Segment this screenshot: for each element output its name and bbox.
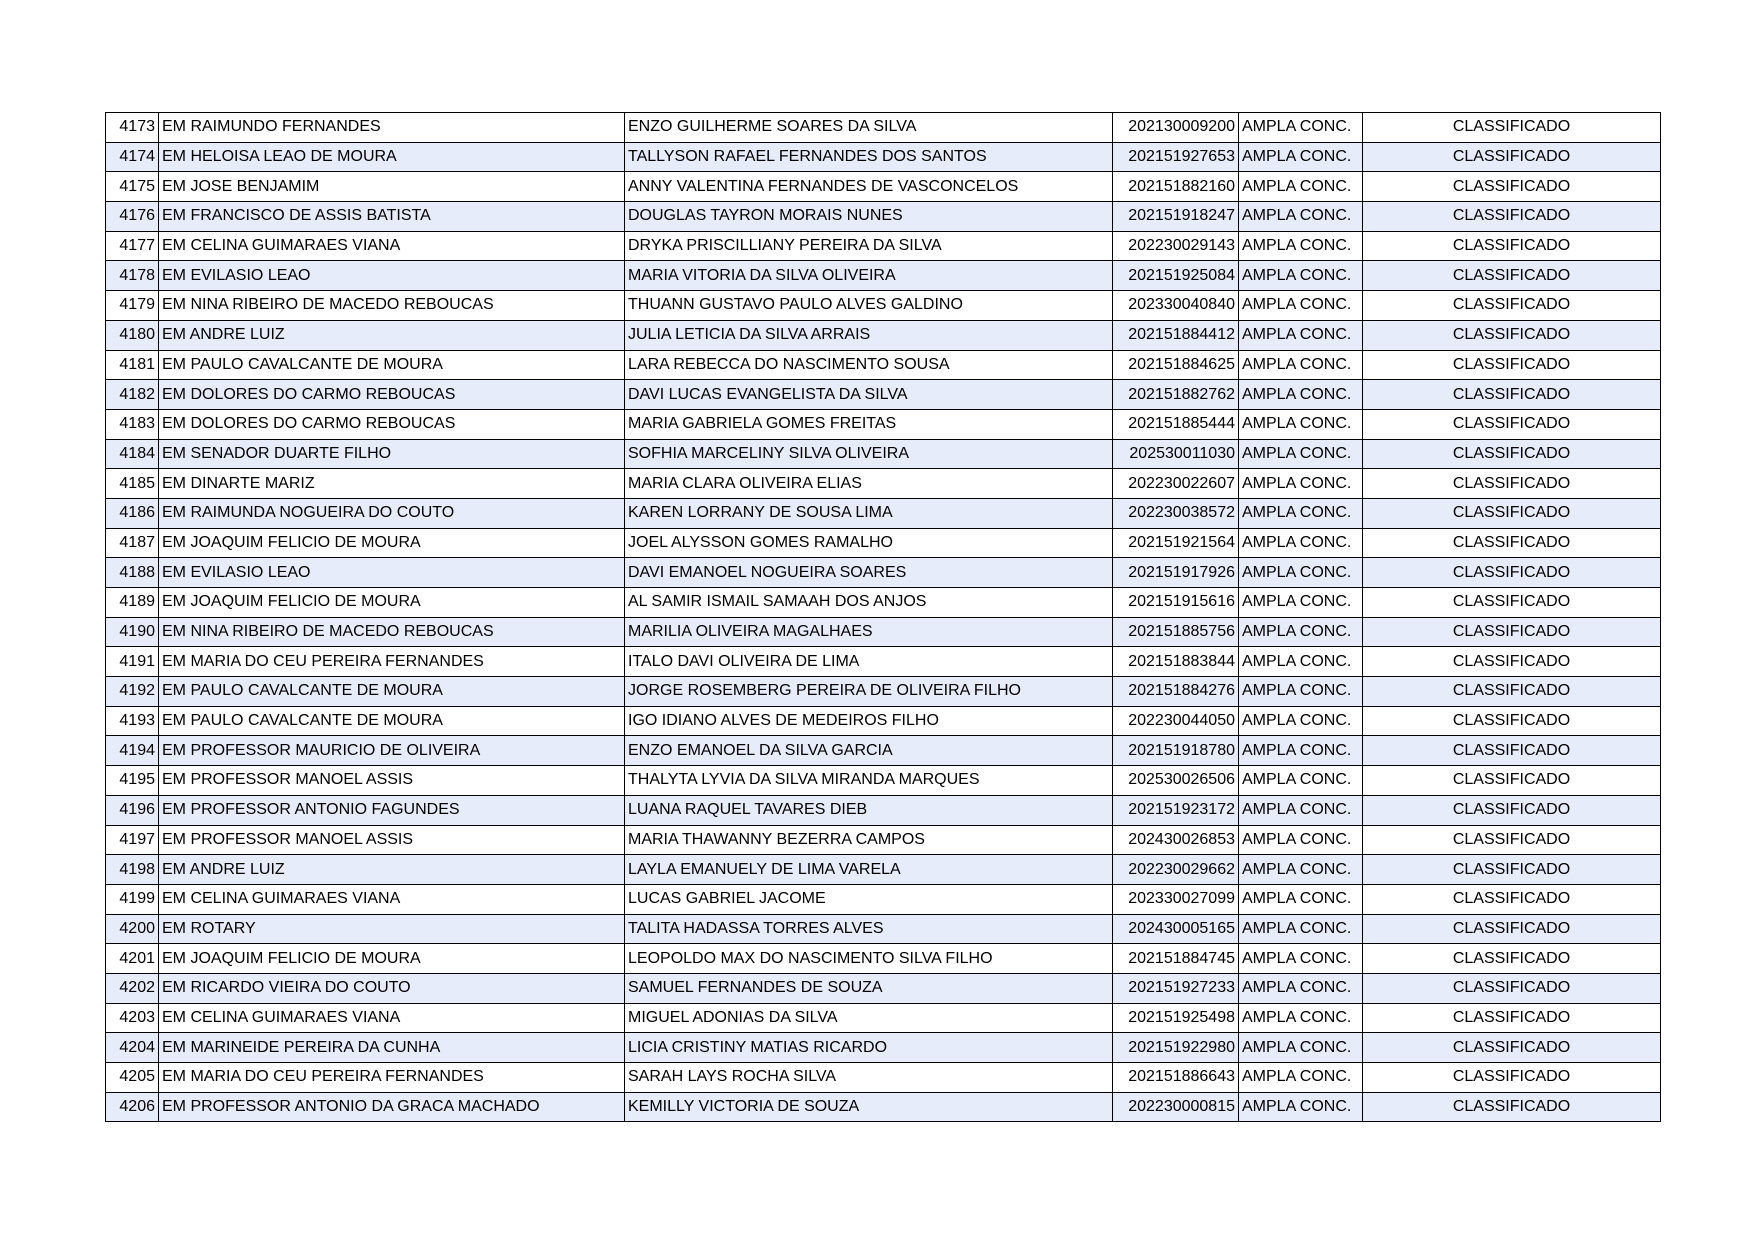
registration-code: 202230044050	[1113, 706, 1239, 736]
status: CLASSIFICADO	[1363, 439, 1661, 469]
school-name: EM CELINA GUIMARAES VIANA	[159, 1003, 625, 1033]
row-number: 4195	[106, 766, 159, 796]
table-row	[106, 291, 1661, 321]
table-row	[106, 1003, 1661, 1033]
row-number: 4194	[106, 736, 159, 766]
registration-code: 202430005165	[1113, 914, 1239, 944]
registration-code: 202230038572	[1113, 498, 1239, 528]
row-number: 4189	[106, 588, 159, 618]
school-name: EM FRANCISCO DE ASSIS BATISTA	[159, 202, 625, 232]
quota-type: AMPLA CONC.	[1239, 647, 1363, 677]
status: CLASSIFICADO	[1363, 706, 1661, 736]
status: CLASSIFICADO	[1363, 588, 1661, 618]
student-name: LEOPOLDO MAX DO NASCIMENTO SILVA FILHO	[625, 944, 1113, 974]
status: CLASSIFICADO	[1363, 617, 1661, 647]
status: CLASSIFICADO	[1363, 914, 1661, 944]
student-name: THALYTA LYVIA DA SILVA MIRANDA MARQUES	[625, 766, 1113, 796]
table-row	[106, 439, 1661, 469]
row-number: 4197	[106, 825, 159, 855]
status: CLASSIFICADO	[1363, 558, 1661, 588]
school-name: EM EVILASIO LEAO	[159, 558, 625, 588]
school-name: EM PAULO CAVALCANTE DE MOURA	[159, 350, 625, 380]
quota-type: AMPLA CONC.	[1239, 617, 1363, 647]
student-name: JOEL ALYSSON GOMES RAMALHO	[625, 528, 1113, 558]
table-row	[106, 706, 1661, 736]
school-name: EM RICARDO VIEIRA DO COUTO	[159, 973, 625, 1003]
student-name: LUCAS GABRIEL JACOME	[625, 884, 1113, 914]
student-name: KAREN LORRANY DE SOUSA LIMA	[625, 498, 1113, 528]
status: CLASSIFICADO	[1363, 766, 1661, 796]
status: CLASSIFICADO	[1363, 291, 1661, 321]
student-name: LICIA CRISTINY MATIAS RICARDO	[625, 1033, 1113, 1063]
status: CLASSIFICADO	[1363, 350, 1661, 380]
status: CLASSIFICADO	[1363, 202, 1661, 232]
row-number: 4196	[106, 795, 159, 825]
quota-type: AMPLA CONC.	[1239, 409, 1363, 439]
status: CLASSIFICADO	[1363, 231, 1661, 261]
school-name: EM PROFESSOR MAURICIO DE OLIVEIRA	[159, 736, 625, 766]
quota-type: AMPLA CONC.	[1239, 825, 1363, 855]
school-name: EM DINARTE MARIZ	[159, 469, 625, 499]
quota-type: AMPLA CONC.	[1239, 558, 1363, 588]
quota-type: AMPLA CONC.	[1239, 677, 1363, 707]
school-name: EM HELOISA LEAO DE MOURA	[159, 142, 625, 172]
registration-code: 202151882160	[1113, 172, 1239, 202]
registration-code: 202151927233	[1113, 973, 1239, 1003]
quota-type: AMPLA CONC.	[1239, 944, 1363, 974]
quota-type: AMPLA CONC.	[1239, 914, 1363, 944]
row-number: 4183	[106, 409, 159, 439]
registration-code: 202151884745	[1113, 944, 1239, 974]
school-name: EM CELINA GUIMARAES VIANA	[159, 231, 625, 261]
status: CLASSIFICADO	[1363, 409, 1661, 439]
row-number: 4175	[106, 172, 159, 202]
student-name: MARIA GABRIELA GOMES FREITAS	[625, 409, 1113, 439]
row-number: 4178	[106, 261, 159, 291]
school-name: EM DOLORES DO CARMO REBOUCAS	[159, 409, 625, 439]
quota-type: AMPLA CONC.	[1239, 231, 1363, 261]
registration-code: 202151925084	[1113, 261, 1239, 291]
registration-code: 202151923172	[1113, 795, 1239, 825]
quota-type: AMPLA CONC.	[1239, 498, 1363, 528]
table-row	[106, 202, 1661, 232]
student-name: ITALO DAVI OLIVEIRA DE LIMA	[625, 647, 1113, 677]
student-name: LUANA RAQUEL TAVARES DIEB	[625, 795, 1113, 825]
quota-type: AMPLA CONC.	[1239, 261, 1363, 291]
school-name: EM PROFESSOR ANTONIO FAGUNDES	[159, 795, 625, 825]
student-name: ENZO EMANOEL DA SILVA GARCIA	[625, 736, 1113, 766]
school-name: EM JOAQUIM FELICIO DE MOURA	[159, 944, 625, 974]
registration-code: 202330027099	[1113, 884, 1239, 914]
student-name: DOUGLAS TAYRON MORAIS NUNES	[625, 202, 1113, 232]
table-row	[106, 350, 1661, 380]
row-number: 4206	[106, 1092, 159, 1122]
row-number: 4198	[106, 855, 159, 885]
quota-type: AMPLA CONC.	[1239, 291, 1363, 321]
student-name: MIGUEL ADONIAS DA SILVA	[625, 1003, 1113, 1033]
registration-code: 202151925498	[1113, 1003, 1239, 1033]
table-row	[106, 884, 1661, 914]
student-name: DRYKA PRISCILLIANY PEREIRA DA SILVA	[625, 231, 1113, 261]
student-name: TALLYSON RAFAEL FERNANDES DOS SANTOS	[625, 142, 1113, 172]
student-name: LAYLA EMANUELY DE LIMA VARELA	[625, 855, 1113, 885]
status: CLASSIFICADO	[1363, 1063, 1661, 1093]
registration-code: 202151885444	[1113, 409, 1239, 439]
school-name: EM ROTARY	[159, 914, 625, 944]
table-row	[106, 498, 1661, 528]
status: CLASSIFICADO	[1363, 973, 1661, 1003]
school-name: EM NINA RIBEIRO DE MACEDO REBOUCAS	[159, 617, 625, 647]
quota-type: AMPLA CONC.	[1239, 380, 1363, 410]
row-number: 4193	[106, 706, 159, 736]
school-name: EM MARINEIDE PEREIRA DA CUNHA	[159, 1033, 625, 1063]
row-number: 4173	[106, 113, 159, 143]
registration-code: 202530026506	[1113, 766, 1239, 796]
table-row	[106, 320, 1661, 350]
table-row	[106, 855, 1661, 885]
row-number: 4192	[106, 677, 159, 707]
quota-type: AMPLA CONC.	[1239, 172, 1363, 202]
quota-type: AMPLA CONC.	[1239, 736, 1363, 766]
status: CLASSIFICADO	[1363, 795, 1661, 825]
table-row	[106, 528, 1661, 558]
registration-code: 202130009200	[1113, 113, 1239, 143]
status: CLASSIFICADO	[1363, 884, 1661, 914]
table-row	[106, 973, 1661, 1003]
school-name: EM CELINA GUIMARAES VIANA	[159, 884, 625, 914]
table-row	[106, 736, 1661, 766]
status: CLASSIFICADO	[1363, 647, 1661, 677]
school-name: EM JOSE BENJAMIM	[159, 172, 625, 202]
table-row	[106, 766, 1661, 796]
school-name: EM PAULO CAVALCANTE DE MOURA	[159, 677, 625, 707]
student-name: IGO IDIANO ALVES DE MEDEIROS FILHO	[625, 706, 1113, 736]
status: CLASSIFICADO	[1363, 380, 1661, 410]
student-name: ENZO GUILHERME SOARES DA SILVA	[625, 113, 1113, 143]
row-number: 4179	[106, 291, 159, 321]
row-number: 4205	[106, 1063, 159, 1093]
quota-type: AMPLA CONC.	[1239, 855, 1363, 885]
quota-type: AMPLA CONC.	[1239, 1063, 1363, 1093]
student-name: THUANN GUSTAVO PAULO ALVES GALDINO	[625, 291, 1113, 321]
registration-code: 202230029143	[1113, 231, 1239, 261]
school-name: EM ANDRE LUIZ	[159, 855, 625, 885]
school-name: EM PROFESSOR ANTONIO DA GRACA MACHADO	[159, 1092, 625, 1122]
quota-type: AMPLA CONC.	[1239, 1092, 1363, 1122]
table-row	[106, 1063, 1661, 1093]
student-name: AL SAMIR ISMAIL SAMAAH DOS ANJOS	[625, 588, 1113, 618]
status: CLASSIFICADO	[1363, 469, 1661, 499]
row-number: 4182	[106, 380, 159, 410]
quota-type: AMPLA CONC.	[1239, 350, 1363, 380]
quota-type: AMPLA CONC.	[1239, 766, 1363, 796]
registration-code: 202430026853	[1113, 825, 1239, 855]
quota-type: AMPLA CONC.	[1239, 320, 1363, 350]
status: CLASSIFICADO	[1363, 736, 1661, 766]
school-name: EM PROFESSOR MANOEL ASSIS	[159, 766, 625, 796]
quota-type: AMPLA CONC.	[1239, 142, 1363, 172]
student-name: MARILIA OLIVEIRA MAGALHAES	[625, 617, 1113, 647]
table-row	[106, 142, 1661, 172]
school-name: EM JOAQUIM FELICIO DE MOURA	[159, 588, 625, 618]
registration-code: 202151884276	[1113, 677, 1239, 707]
row-number: 4191	[106, 647, 159, 677]
quota-type: AMPLA CONC.	[1239, 588, 1363, 618]
table-row	[106, 914, 1661, 944]
row-number: 4185	[106, 469, 159, 499]
row-number: 4199	[106, 884, 159, 914]
student-name: DAVI LUCAS EVANGELISTA DA SILVA	[625, 380, 1113, 410]
table-row	[106, 795, 1661, 825]
school-name: EM MARIA DO CEU PEREIRA FERNANDES	[159, 1063, 625, 1093]
quota-type: AMPLA CONC.	[1239, 1033, 1363, 1063]
status: CLASSIFICADO	[1363, 261, 1661, 291]
row-number: 4202	[106, 973, 159, 1003]
school-name: EM RAIMUNDA NOGUEIRA DO COUTO	[159, 498, 625, 528]
quota-type: AMPLA CONC.	[1239, 1003, 1363, 1033]
registration-code: 202151884412	[1113, 320, 1239, 350]
registration-code: 202230022607	[1113, 469, 1239, 499]
school-name: EM SENADOR DUARTE FILHO	[159, 439, 625, 469]
row-number: 4187	[106, 528, 159, 558]
table-row	[106, 617, 1661, 647]
school-name: EM DOLORES DO CARMO REBOUCAS	[159, 380, 625, 410]
status: CLASSIFICADO	[1363, 498, 1661, 528]
status: CLASSIFICADO	[1363, 1092, 1661, 1122]
status: CLASSIFICADO	[1363, 172, 1661, 202]
status: CLASSIFICADO	[1363, 528, 1661, 558]
row-number: 4204	[106, 1033, 159, 1063]
school-name: EM PROFESSOR MANOEL ASSIS	[159, 825, 625, 855]
quota-type: AMPLA CONC.	[1239, 202, 1363, 232]
table-row	[106, 1092, 1661, 1122]
table-row	[106, 261, 1661, 291]
registration-code: 202151918780	[1113, 736, 1239, 766]
student-name: DAVI EMANOEL NOGUEIRA SOARES	[625, 558, 1113, 588]
school-name: EM EVILASIO LEAO	[159, 261, 625, 291]
row-number: 4190	[106, 617, 159, 647]
table-row	[106, 231, 1661, 261]
quota-type: AMPLA CONC.	[1239, 706, 1363, 736]
table-row	[106, 409, 1661, 439]
row-number: 4180	[106, 320, 159, 350]
status: CLASSIFICADO	[1363, 113, 1661, 143]
table-row	[106, 113, 1661, 143]
row-number: 4203	[106, 1003, 159, 1033]
status: CLASSIFICADO	[1363, 677, 1661, 707]
table-row	[106, 825, 1661, 855]
row-number: 4184	[106, 439, 159, 469]
table-row	[106, 172, 1661, 202]
table-row	[106, 1033, 1661, 1063]
table-row	[106, 380, 1661, 410]
student-name: TALITA HADASSA TORRES ALVES	[625, 914, 1113, 944]
row-number: 4176	[106, 202, 159, 232]
registration-code: 202151917926	[1113, 558, 1239, 588]
student-name: SOFHIA MARCELINY SILVA OLIVEIRA	[625, 439, 1113, 469]
registration-code: 202151886643	[1113, 1063, 1239, 1093]
results-table	[105, 112, 1661, 1122]
student-name: LARA REBECCA DO NASCIMENTO SOUSA	[625, 350, 1113, 380]
row-number: 4201	[106, 944, 159, 974]
status: CLASSIFICADO	[1363, 855, 1661, 885]
table-row	[106, 588, 1661, 618]
student-name: MARIA CLARA OLIVEIRA ELIAS	[625, 469, 1113, 499]
quota-type: AMPLA CONC.	[1239, 469, 1363, 499]
registration-code: 202230000815	[1113, 1092, 1239, 1122]
status: CLASSIFICADO	[1363, 944, 1661, 974]
status: CLASSIFICADO	[1363, 825, 1661, 855]
table-row	[106, 558, 1661, 588]
status: CLASSIFICADO	[1363, 1033, 1661, 1063]
student-name: JULIA LETICIA DA SILVA ARRAIS	[625, 320, 1113, 350]
status: CLASSIFICADO	[1363, 320, 1661, 350]
registration-code: 202530011030	[1113, 439, 1239, 469]
student-name: SARAH LAYS ROCHA SILVA	[625, 1063, 1113, 1093]
quota-type: AMPLA CONC.	[1239, 973, 1363, 1003]
student-name: KEMILLY VICTORIA DE SOUZA	[625, 1092, 1113, 1122]
registration-code: 202151884625	[1113, 350, 1239, 380]
registration-code: 202151883844	[1113, 647, 1239, 677]
table-row	[106, 677, 1661, 707]
registration-code: 202330040840	[1113, 291, 1239, 321]
school-name: EM NINA RIBEIRO DE MACEDO REBOUCAS	[159, 291, 625, 321]
table-row	[106, 647, 1661, 677]
row-number: 4200	[106, 914, 159, 944]
school-name: EM ANDRE LUIZ	[159, 320, 625, 350]
quota-type: AMPLA CONC.	[1239, 113, 1363, 143]
quota-type: AMPLA CONC.	[1239, 884, 1363, 914]
registration-code: 202230029662	[1113, 855, 1239, 885]
school-name: EM MARIA DO CEU PEREIRA FERNANDES	[159, 647, 625, 677]
row-number: 4181	[106, 350, 159, 380]
student-name: MARIA THAWANNY BEZERRA CAMPOS	[625, 825, 1113, 855]
row-number: 4186	[106, 498, 159, 528]
quota-type: AMPLA CONC.	[1239, 439, 1363, 469]
row-number: 4188	[106, 558, 159, 588]
quota-type: AMPLA CONC.	[1239, 795, 1363, 825]
student-name: ANNY VALENTINA FERNANDES DE VASCONCELOS	[625, 172, 1113, 202]
registration-code: 202151918247	[1113, 202, 1239, 232]
registration-code: 202151922980	[1113, 1033, 1239, 1063]
student-name: JORGE ROSEMBERG PEREIRA DE OLIVEIRA FILHO	[625, 677, 1113, 707]
school-name: EM RAIMUNDO FERNANDES	[159, 113, 625, 143]
status: CLASSIFICADO	[1363, 1003, 1661, 1033]
registration-code: 202151915616	[1113, 588, 1239, 618]
table-row	[106, 469, 1661, 499]
table-row	[106, 944, 1661, 974]
registration-code: 202151921564	[1113, 528, 1239, 558]
registration-code: 202151882762	[1113, 380, 1239, 410]
quota-type: AMPLA CONC.	[1239, 528, 1363, 558]
row-number: 4177	[106, 231, 159, 261]
registration-code: 202151885756	[1113, 617, 1239, 647]
student-name: MARIA VITORIA DA SILVA OLIVEIRA	[625, 261, 1113, 291]
registration-code: 202151927653	[1113, 142, 1239, 172]
school-name: EM PAULO CAVALCANTE DE MOURA	[159, 706, 625, 736]
status: CLASSIFICADO	[1363, 142, 1661, 172]
school-name: EM JOAQUIM FELICIO DE MOURA	[159, 528, 625, 558]
results-body	[106, 113, 1661, 1122]
student-name: SAMUEL FERNANDES DE SOUZA	[625, 973, 1113, 1003]
row-number: 4174	[106, 142, 159, 172]
